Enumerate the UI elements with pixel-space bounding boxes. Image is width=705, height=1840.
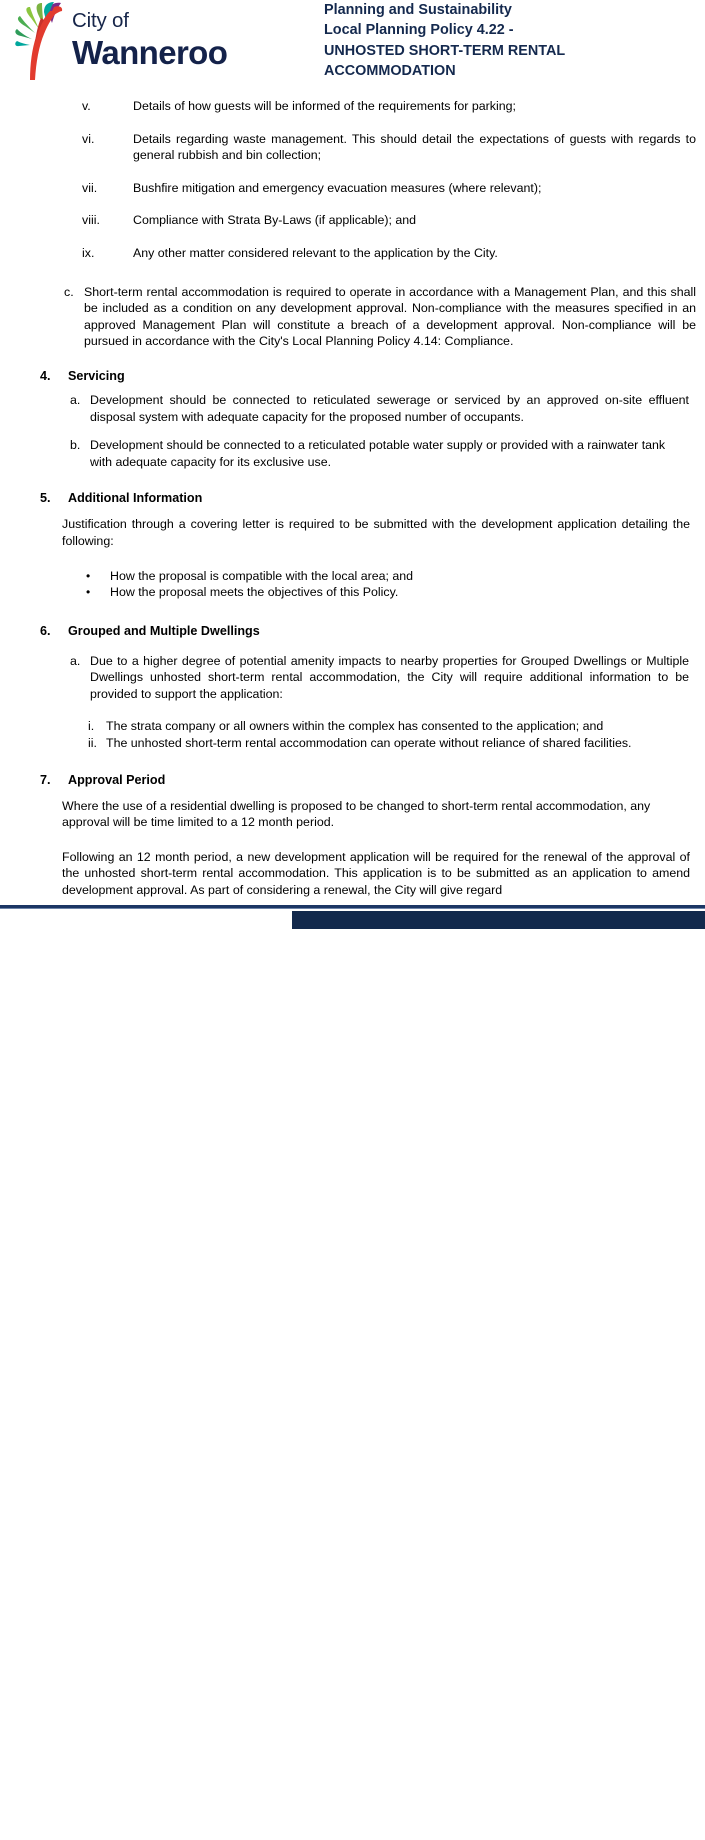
list-item-marker: a. (70, 392, 81, 407)
bullet-list-item (0, 584, 705, 601)
document-title-line-4: ACCOMMODATION (324, 63, 456, 80)
page-number: 3 (690, 1824, 697, 1838)
list-item (0, 245, 705, 262)
list-item-text: Short-term rental accommodation is required to operate in accordance with a Management Plan, and this shall be included as a condition on any development approval. Non-compliance with the measures specified in an approved Management Plan will constitute a breach of a development approval. Non-compliance will be pursued in accordance with the City's Local Planning Policy 4.14: Compliance. (84, 284, 696, 349)
list-item (0, 735, 705, 752)
logo-line-city: City of (72, 9, 129, 32)
list-item-marker: v. (82, 99, 91, 113)
bullet-list-item-text: How the proposal is compatible with the local area; and (110, 568, 414, 583)
list-item-marker: ii. (88, 736, 97, 751)
list-item (0, 180, 705, 197)
document-title-line-1: Planning and Sustainability (324, 2, 512, 18)
section7-paragraph-2: Following an 12 month period, a new development application will be required for the renewal of the approval of the unhosted short-term rental accommodation. This application is to be submitted as an application to amend development approval. As part of considering a renewal, the City will give regard (62, 849, 690, 898)
list-item-marker: b. (70, 438, 81, 453)
section-title: Servicing (68, 368, 125, 383)
list-item (0, 131, 705, 164)
logo-wordmark (72, 11, 227, 69)
list-item (0, 653, 705, 703)
list-item-marker: a. (70, 653, 81, 668)
bullet-icon: • (86, 585, 91, 600)
list-item-marker: vi. (82, 131, 95, 146)
list-item (0, 212, 705, 229)
logo (14, 2, 314, 90)
section7-paragraph-1: Where the use of a residential dwelling is proposed to be changed to short-term rental accommodation, any approval will be time limited to a 12 month period. (62, 798, 651, 830)
list-item-marker: viii. (82, 213, 100, 228)
list-item-marker: ix. (82, 245, 95, 260)
wanneroo-grasstree-logo-icon (14, 2, 76, 82)
section-title: Additional Information (68, 491, 203, 506)
list-item-text: Due to a higher degree of potential amenity impacts to nearby properties for Grouped Dwellings or Multiple Dwellings unhosted short-term rental accommodation, the City will require additional information to be provided to support the application: (90, 653, 689, 701)
section-title: Grouped and Multiple Dwellings (68, 623, 260, 638)
bullet-icon: • (86, 568, 91, 583)
section-heading-5 (0, 490, 705, 506)
list-item (0, 392, 705, 425)
list-item-text: Details regarding waste management. This should detail the expectations of guests with regards to general rubbish and bin collection; (133, 131, 696, 163)
section-title: Approval Period (68, 772, 166, 787)
list-item-text: Any other matter considered relevant to the application by the City. (133, 245, 498, 260)
section-heading-7 (0, 772, 705, 788)
list-item-marker: vii. (82, 180, 98, 195)
bullet-list-item (0, 568, 705, 585)
bullet-list-item-text: How the proposal meets the objectives of this Policy. (110, 585, 399, 600)
list-item-text: Development should be connected to a reticulated potable water supply or provided with a rainwater tank with adequate capacity for its exclusive use. (90, 438, 666, 469)
document-title-line-3: UNHOSTED SHORT-TERM RENTAL (324, 42, 566, 59)
footer-bar (292, 911, 705, 1838)
list-item-c (0, 284, 705, 350)
roman-numeral-list (0, 98, 705, 262)
list-item-text: Bushfire mitigation and emergency evacuation measures (where relevant); (133, 180, 542, 195)
list-item-text: Development should be connected to reticulated sewerage or serviced by an approved on-site effluent disposal system with adequate capacity for the proposed number of occupants. (90, 392, 689, 424)
section-number: 6. (40, 623, 51, 638)
list-item-text: The unhosted short-term rental accommodation can operate without reliance of shared facilities. (106, 736, 632, 751)
section-heading-4 (0, 368, 705, 384)
logo-line-wanneroo: Wanneroo (72, 34, 228, 71)
list-item-marker: c. (64, 284, 74, 299)
section-heading-6 (0, 623, 705, 639)
page-header (0, 0, 705, 92)
list-item (0, 98, 705, 115)
section-number: 4. (40, 368, 51, 383)
section5-intro-paragraph: Justification through a covering letter is required to be submitted with the development application detailing the following: (62, 517, 690, 548)
section-number: 5. (40, 491, 51, 506)
list-item-text: Compliance with Strata By-Laws (if applicable); and (133, 213, 417, 228)
section-number: 7. (40, 772, 51, 787)
list-item (0, 718, 705, 735)
list-item-marker: i. (88, 719, 95, 734)
document-body (0, 92, 705, 899)
list-item-text: The strata company or all owners within the complex has consented to the application; and (106, 719, 604, 734)
footer-divider-rule-highlight (0, 908, 705, 909)
list-item-text: Details of how guests will be informed of the requirements for parking; (133, 99, 516, 113)
document-title-line-2: Local Planning Policy 4.22 - (324, 22, 514, 39)
document-title (324, 0, 696, 82)
list-item (0, 437, 705, 470)
